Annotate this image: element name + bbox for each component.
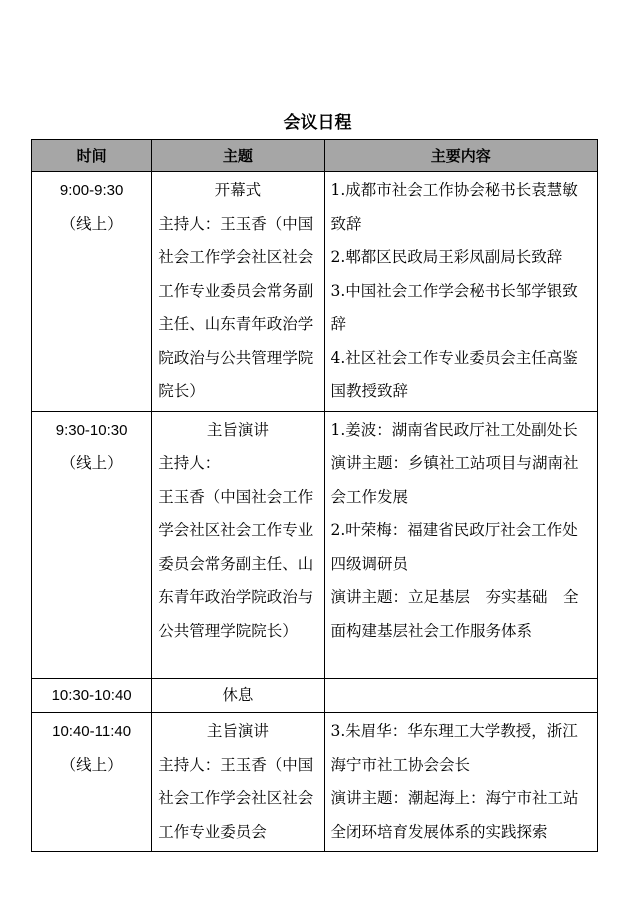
content-item: 3.中国社会工作学会秘书长邹学银致辞	[330, 281, 578, 333]
header-content: 主要内容	[324, 140, 598, 172]
time-cell	[32, 713, 152, 852]
time-cell	[32, 172, 152, 412]
header-time: 时间	[32, 140, 152, 172]
host-label: 主持人：	[158, 454, 221, 472]
header-topic: 主题	[152, 140, 324, 172]
time-cell	[32, 678, 152, 713]
time-value: 9:00-9:30	[59, 182, 124, 199]
session-mode: （线上）	[60, 454, 123, 472]
content-cell	[324, 678, 598, 713]
topic-cell	[152, 411, 324, 678]
session-mode: （线上）	[60, 214, 123, 233]
time-value: 10:30-10:40	[51, 686, 132, 704]
topic-title: 主旨演讲	[206, 420, 269, 439]
table-row	[32, 411, 598, 678]
content-item: 4.社区社会工作专业委员会主任高鉴国教授致辞	[330, 348, 578, 400]
topic-cell	[152, 172, 324, 412]
content-item: 1.姜波：湖南省民政厅社工处副处长	[330, 420, 578, 439]
time-value: 9:30-10:30	[55, 421, 128, 439]
content-cell	[324, 172, 598, 412]
content-item: 2.叶荣梅：福建省民政厅社会工作处四级调研员	[330, 521, 578, 573]
topic-title: 主旨演讲	[206, 722, 269, 740]
session-mode: （线上）	[60, 755, 123, 774]
topic-cell	[152, 678, 324, 713]
content-item: 演讲主题：乡镇社工站项目与湖南社会工作发展	[330, 454, 579, 506]
content-item: 演讲主题：立足基层 夯实基础 全面构建基层社会工作服务体系	[330, 588, 579, 640]
topic-title: 休息	[222, 685, 254, 704]
host-text: 王玉香（中国社会工作学会社区社会工作专业委员会常务副主任、山东青年政治学院政治与公共管理学院院长）	[158, 487, 314, 640]
table-row	[32, 678, 598, 713]
table-header-row	[32, 140, 598, 172]
content-cell	[324, 713, 598, 852]
table-row	[32, 172, 598, 412]
time-value: 10:40-11:40	[52, 723, 132, 740]
content-item: 2.郫都区民政局王彩凤副局长致辞	[330, 248, 563, 266]
host-text: 主持人：王玉香（中国社会工作学会社区社会工作专业委员会常务副主任、山东青年政治学院政治与公共管理学院院长）	[158, 214, 314, 400]
content-item: 1.成都市社会工作协会秘书长袁慧敏致辞	[330, 181, 578, 233]
time-cell	[32, 411, 152, 678]
content-item: 演讲主题：潮起海上：海宁市社工站全闭环培育发展体系的实践探索	[330, 789, 579, 841]
agenda-table	[31, 139, 598, 852]
host-text: 主持人：王玉香（中国社会工作学会社区社会工作专业委员会	[158, 755, 314, 841]
topic-title: 开幕式	[214, 181, 262, 199]
topic-cell	[152, 713, 324, 852]
table-row	[32, 713, 598, 852]
content-item: 3.朱眉华：华东理工大学教授，浙江海宁市社工协会会长	[330, 722, 578, 774]
content-cell	[324, 411, 598, 678]
page-title: 会议日程	[283, 113, 352, 133]
